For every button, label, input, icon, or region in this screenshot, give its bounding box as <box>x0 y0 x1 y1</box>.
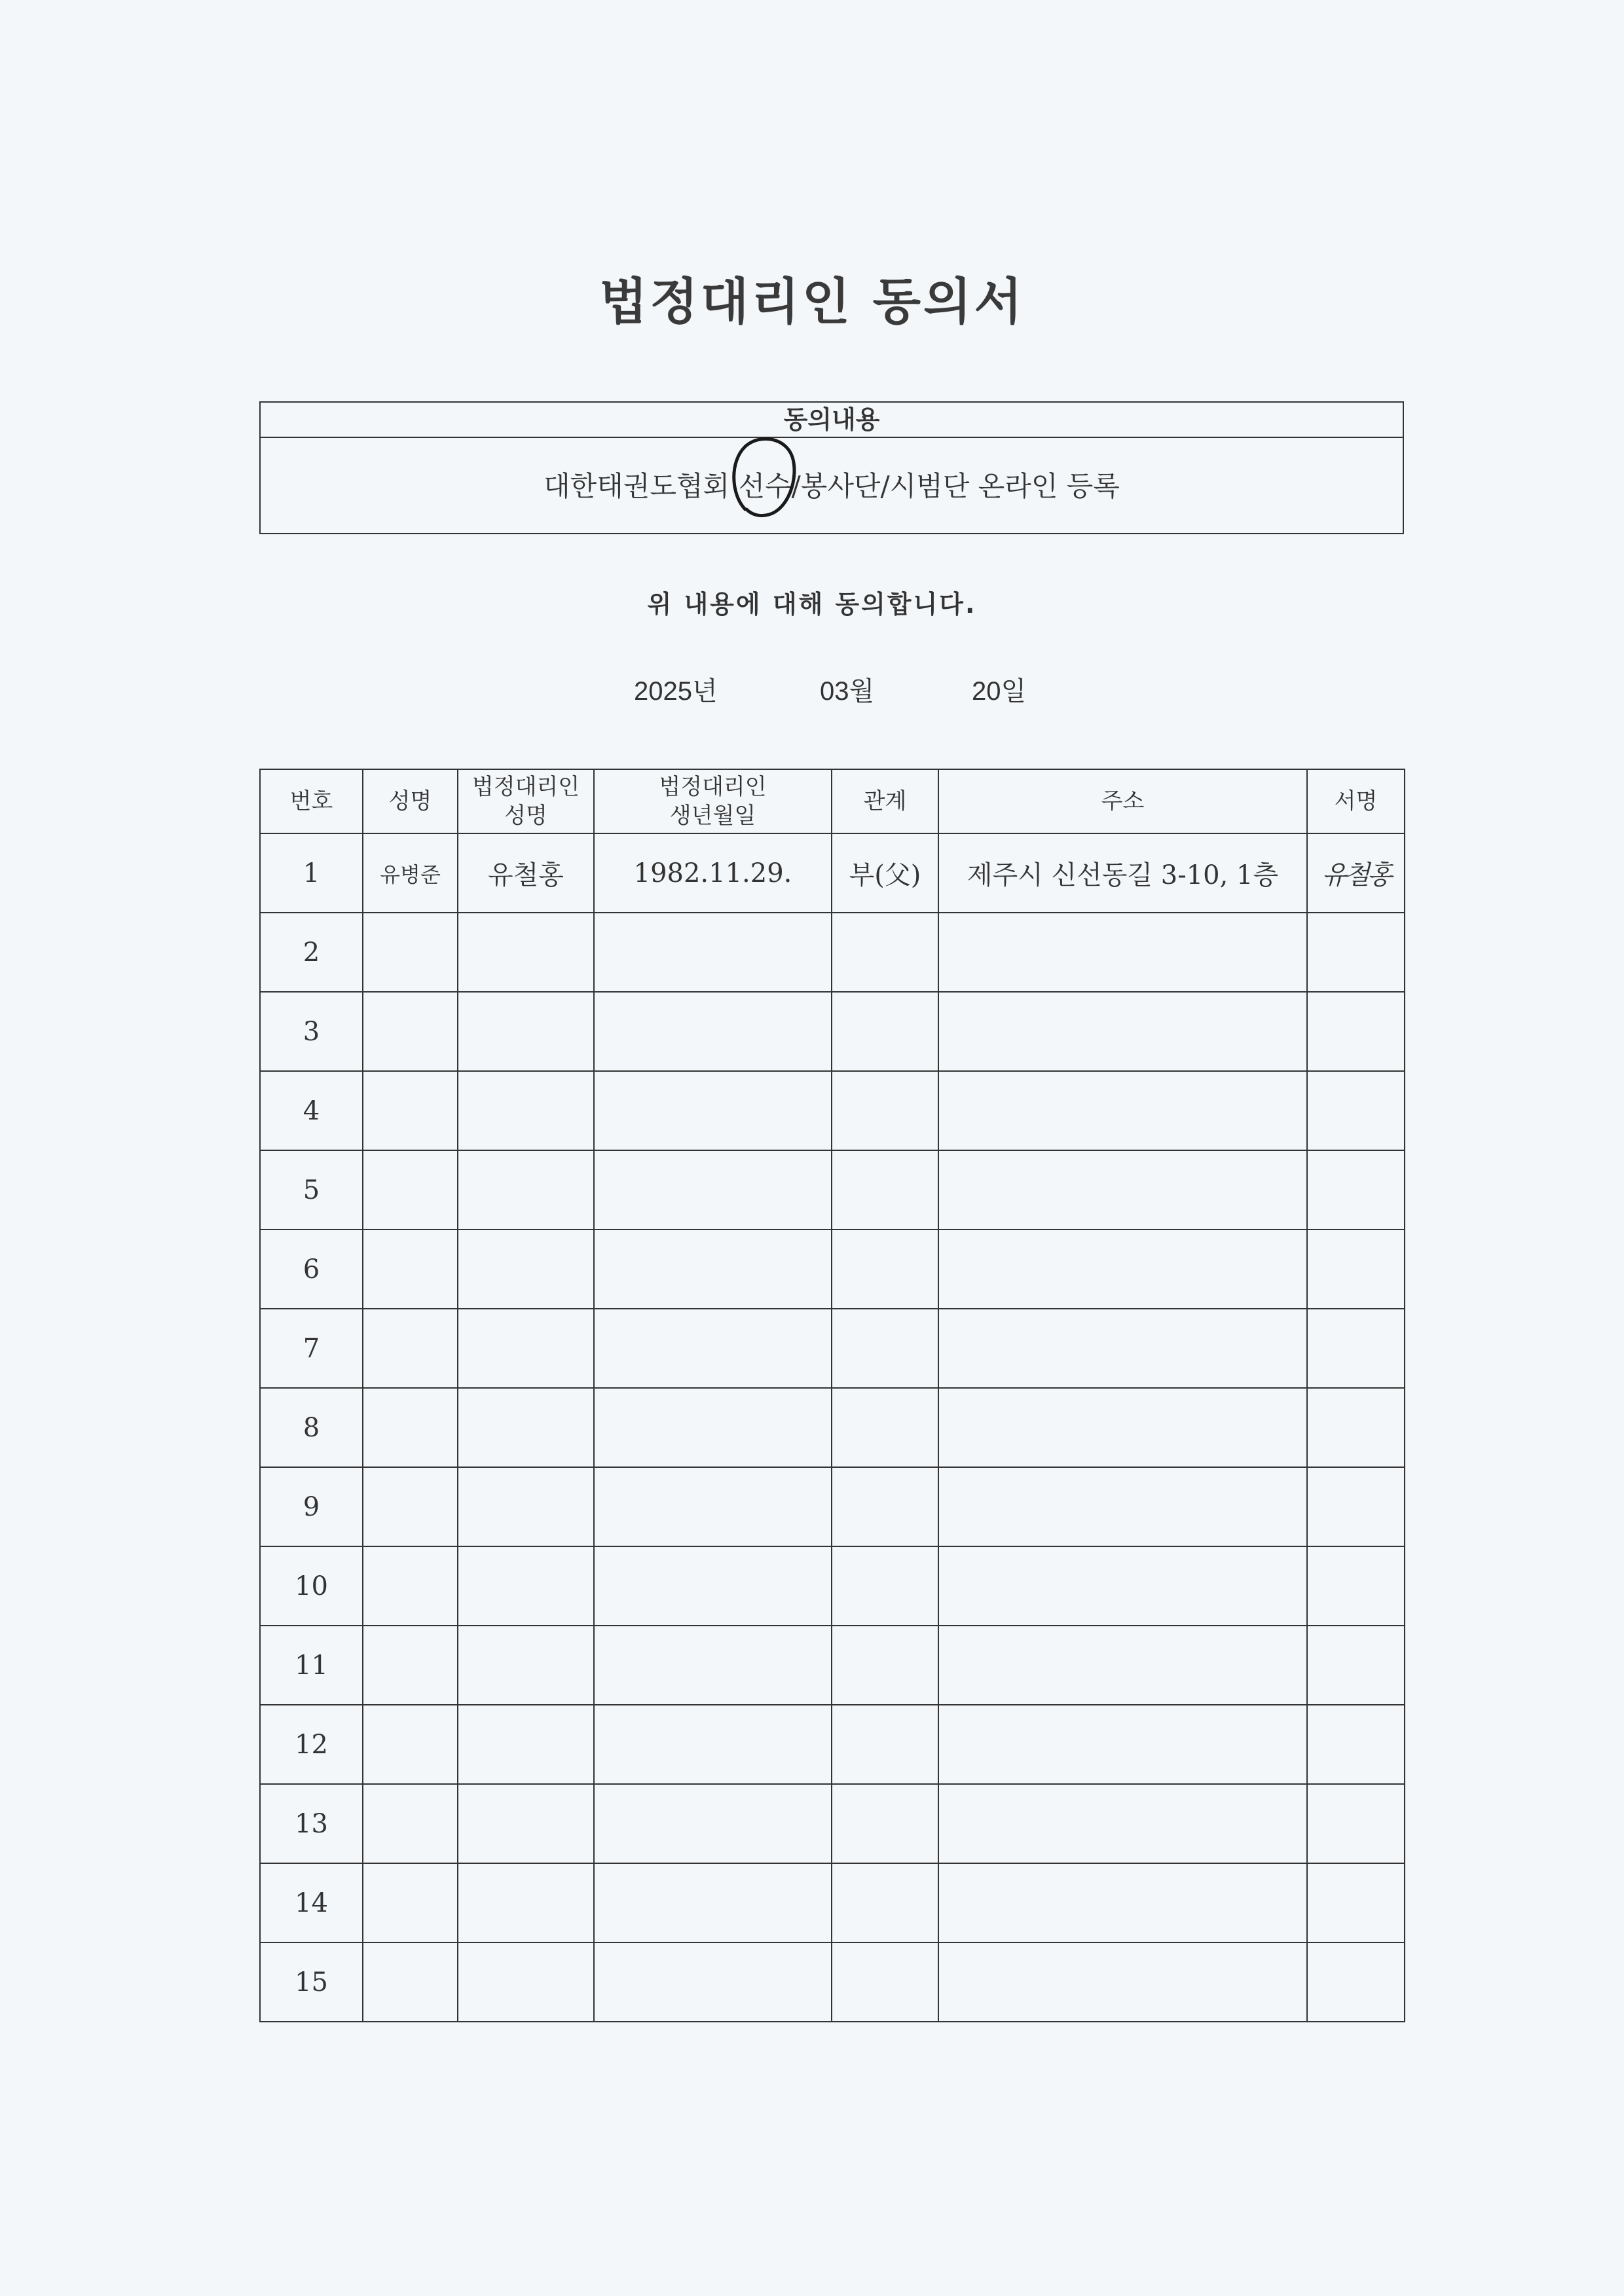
header-relation: 관계 <box>832 769 938 833</box>
guardian-birthdate-cell <box>594 1388 832 1467</box>
student-name-cell: 유병준 <box>363 833 458 913</box>
student-name-cell <box>363 1705 458 1784</box>
date-month: 03월 <box>820 677 875 706</box>
address-cell <box>938 992 1307 1071</box>
address-cell <box>938 1309 1307 1388</box>
relation-cell <box>832 1230 938 1309</box>
header-guardian-birth <box>594 769 832 833</box>
row-number-cell: 15 <box>260 1942 363 2022</box>
guardian-birthdate-cell <box>594 913 832 992</box>
table-row <box>260 1705 1405 1784</box>
signature-cell <box>1307 1626 1405 1705</box>
row-number-cell: 14 <box>260 1863 363 1942</box>
guardian-name-cell <box>458 1863 594 1942</box>
guardian-name-cell <box>458 1784 594 1863</box>
address-cell <box>938 1863 1307 1942</box>
student-name-cell <box>363 1388 458 1467</box>
header-no: 번호 <box>260 769 363 833</box>
roster-body <box>260 833 1405 2022</box>
table-row <box>260 1388 1405 1467</box>
address-cell: 제주시 신선동길 3-10, 1층 <box>938 833 1307 913</box>
relation-cell <box>832 1863 938 1942</box>
header-name: 성명 <box>363 769 458 833</box>
relation-cell <box>832 1150 938 1230</box>
student-name-cell <box>363 1309 458 1388</box>
signature-cell <box>1307 913 1405 992</box>
relation-cell <box>832 1626 938 1705</box>
signature-cell <box>1307 992 1405 1071</box>
student-name-cell <box>363 1546 458 1626</box>
page-title: 법정대리인 동의서 <box>599 272 1025 331</box>
relation-cell: 부(父) <box>832 833 938 913</box>
relation-cell <box>832 1942 938 2022</box>
address-cell <box>938 1942 1307 2022</box>
header-guardian-birth-line1: 법정대리인 <box>659 774 767 800</box>
guardian-birthdate-cell <box>594 1150 832 1230</box>
relation-cell <box>832 1388 938 1467</box>
signature-cell <box>1307 1705 1405 1784</box>
relation-cell <box>832 1467 938 1546</box>
consent-box <box>259 401 1404 534</box>
table-row <box>260 1863 1405 1942</box>
relation-cell <box>832 1546 938 1626</box>
signature-cell <box>1307 1071 1405 1150</box>
guardian-name-cell <box>458 1388 594 1467</box>
signature-cell <box>1307 1784 1405 1863</box>
address-cell <box>938 913 1307 992</box>
guardian-birthdate-cell <box>594 1626 832 1705</box>
header-address: 주소 <box>938 769 1307 833</box>
relation-cell <box>832 1784 938 1863</box>
address-cell <box>938 1784 1307 1863</box>
guardian-birthdate-cell <box>594 1705 832 1784</box>
table-row <box>260 1467 1405 1546</box>
row-number-cell: 8 <box>260 1388 363 1467</box>
student-name-cell <box>363 1784 458 1863</box>
guardian-roster-table <box>259 769 1405 2022</box>
agree-statement: 위 내용에 대해 동의합니다. <box>647 590 977 619</box>
address-cell <box>938 1071 1307 1150</box>
table-row <box>260 1071 1405 1150</box>
guardian-birthdate-cell <box>594 1309 832 1388</box>
relation-cell <box>832 1071 938 1150</box>
signature-cell: 유철홍 <box>1307 833 1405 913</box>
signature-cell <box>1307 1942 1405 2022</box>
student-name-cell <box>363 1626 458 1705</box>
table-row <box>260 1784 1405 1863</box>
row-number-cell: 5 <box>260 1150 363 1230</box>
address-cell <box>938 1705 1307 1784</box>
address-cell <box>938 1388 1307 1467</box>
consent-text: 대한태권도협회 선수/봉사단/시범단 온라인 등록 <box>544 470 1120 502</box>
student-name-cell <box>363 913 458 992</box>
header-guardian-name <box>458 769 594 833</box>
row-number-cell: 7 <box>260 1309 363 1388</box>
header-guardian-name-line1: 법정대리인 <box>471 774 580 800</box>
guardian-birthdate-cell <box>594 992 832 1071</box>
table-row <box>260 913 1405 992</box>
table-row <box>260 1309 1405 1388</box>
address-cell <box>938 1230 1307 1309</box>
guardian-birthdate-cell <box>594 1467 832 1546</box>
guardian-name-cell <box>458 992 594 1071</box>
guardian-birthdate-cell <box>594 1546 832 1626</box>
guardian-name-cell <box>458 1071 594 1150</box>
guardian-birthdate-cell <box>594 1230 832 1309</box>
guardian-birthdate-cell <box>594 1863 832 1942</box>
row-number-cell: 3 <box>260 992 363 1071</box>
relation-cell <box>832 1705 938 1784</box>
address-cell <box>938 1150 1307 1230</box>
signature-cell <box>1307 1863 1405 1942</box>
student-name-cell <box>363 1230 458 1309</box>
guardian-name-cell <box>458 1942 594 2022</box>
row-number-cell: 10 <box>260 1546 363 1626</box>
relation-cell <box>832 913 938 992</box>
date-day: 20일 <box>972 677 1027 706</box>
guardian-name-cell <box>458 1546 594 1626</box>
student-name-cell <box>363 1071 458 1150</box>
table-row <box>260 1230 1405 1309</box>
relation-cell <box>832 1309 938 1388</box>
signature-cell <box>1307 1230 1405 1309</box>
signature-cell <box>1307 1546 1405 1626</box>
guardian-name-cell <box>458 1230 594 1309</box>
guardian-name-cell <box>458 913 594 992</box>
guardian-name-cell <box>458 1309 594 1388</box>
date-year: 2025년 <box>634 677 718 706</box>
student-name-cell <box>363 1942 458 2022</box>
header-signature: 서명 <box>1307 769 1405 833</box>
address-cell <box>938 1626 1307 1705</box>
row-number-cell: 1 <box>260 833 363 913</box>
signature-cell <box>1307 1467 1405 1546</box>
row-number-cell: 9 <box>260 1467 363 1546</box>
student-name-cell <box>363 992 458 1071</box>
signature-cell <box>1307 1388 1405 1467</box>
signature-cell <box>1307 1150 1405 1230</box>
row-number-cell: 13 <box>260 1784 363 1863</box>
address-cell <box>938 1546 1307 1626</box>
row-number-cell: 4 <box>260 1071 363 1150</box>
table-row <box>260 833 1405 913</box>
guardian-birthdate-cell <box>594 1071 832 1150</box>
header-guardian-birth-line2: 생년월일 <box>669 803 756 829</box>
signature-cell <box>1307 1309 1405 1388</box>
row-number-cell: 2 <box>260 913 363 992</box>
student-name-cell <box>363 1467 458 1546</box>
student-name-cell <box>363 1863 458 1942</box>
guardian-birthdate-cell <box>594 1942 832 2022</box>
table-row <box>260 1942 1405 2022</box>
row-number-cell: 6 <box>260 1230 363 1309</box>
table-row <box>260 992 1405 1071</box>
table-row <box>260 1546 1405 1626</box>
consent-header: 동의내용 <box>261 403 1403 438</box>
guardian-name-cell <box>458 1467 594 1546</box>
table-row <box>260 1150 1405 1230</box>
header-guardian-name-line2: 성명 <box>504 803 547 829</box>
row-number-cell: 11 <box>260 1626 363 1705</box>
address-cell <box>938 1467 1307 1546</box>
row-number-cell: 12 <box>260 1705 363 1784</box>
table-row <box>260 1626 1405 1705</box>
guardian-birthdate-cell: 1982.11.29. <box>594 833 832 913</box>
guardian-name-cell: 유철홍 <box>458 833 594 913</box>
guardian-name-cell <box>458 1150 594 1230</box>
relation-cell <box>832 992 938 1071</box>
guardian-name-cell <box>458 1705 594 1784</box>
guardian-birthdate-cell <box>594 1784 832 1863</box>
student-name-cell <box>363 1150 458 1230</box>
guardian-name-cell <box>458 1626 594 1705</box>
table-header-row <box>260 769 1405 833</box>
